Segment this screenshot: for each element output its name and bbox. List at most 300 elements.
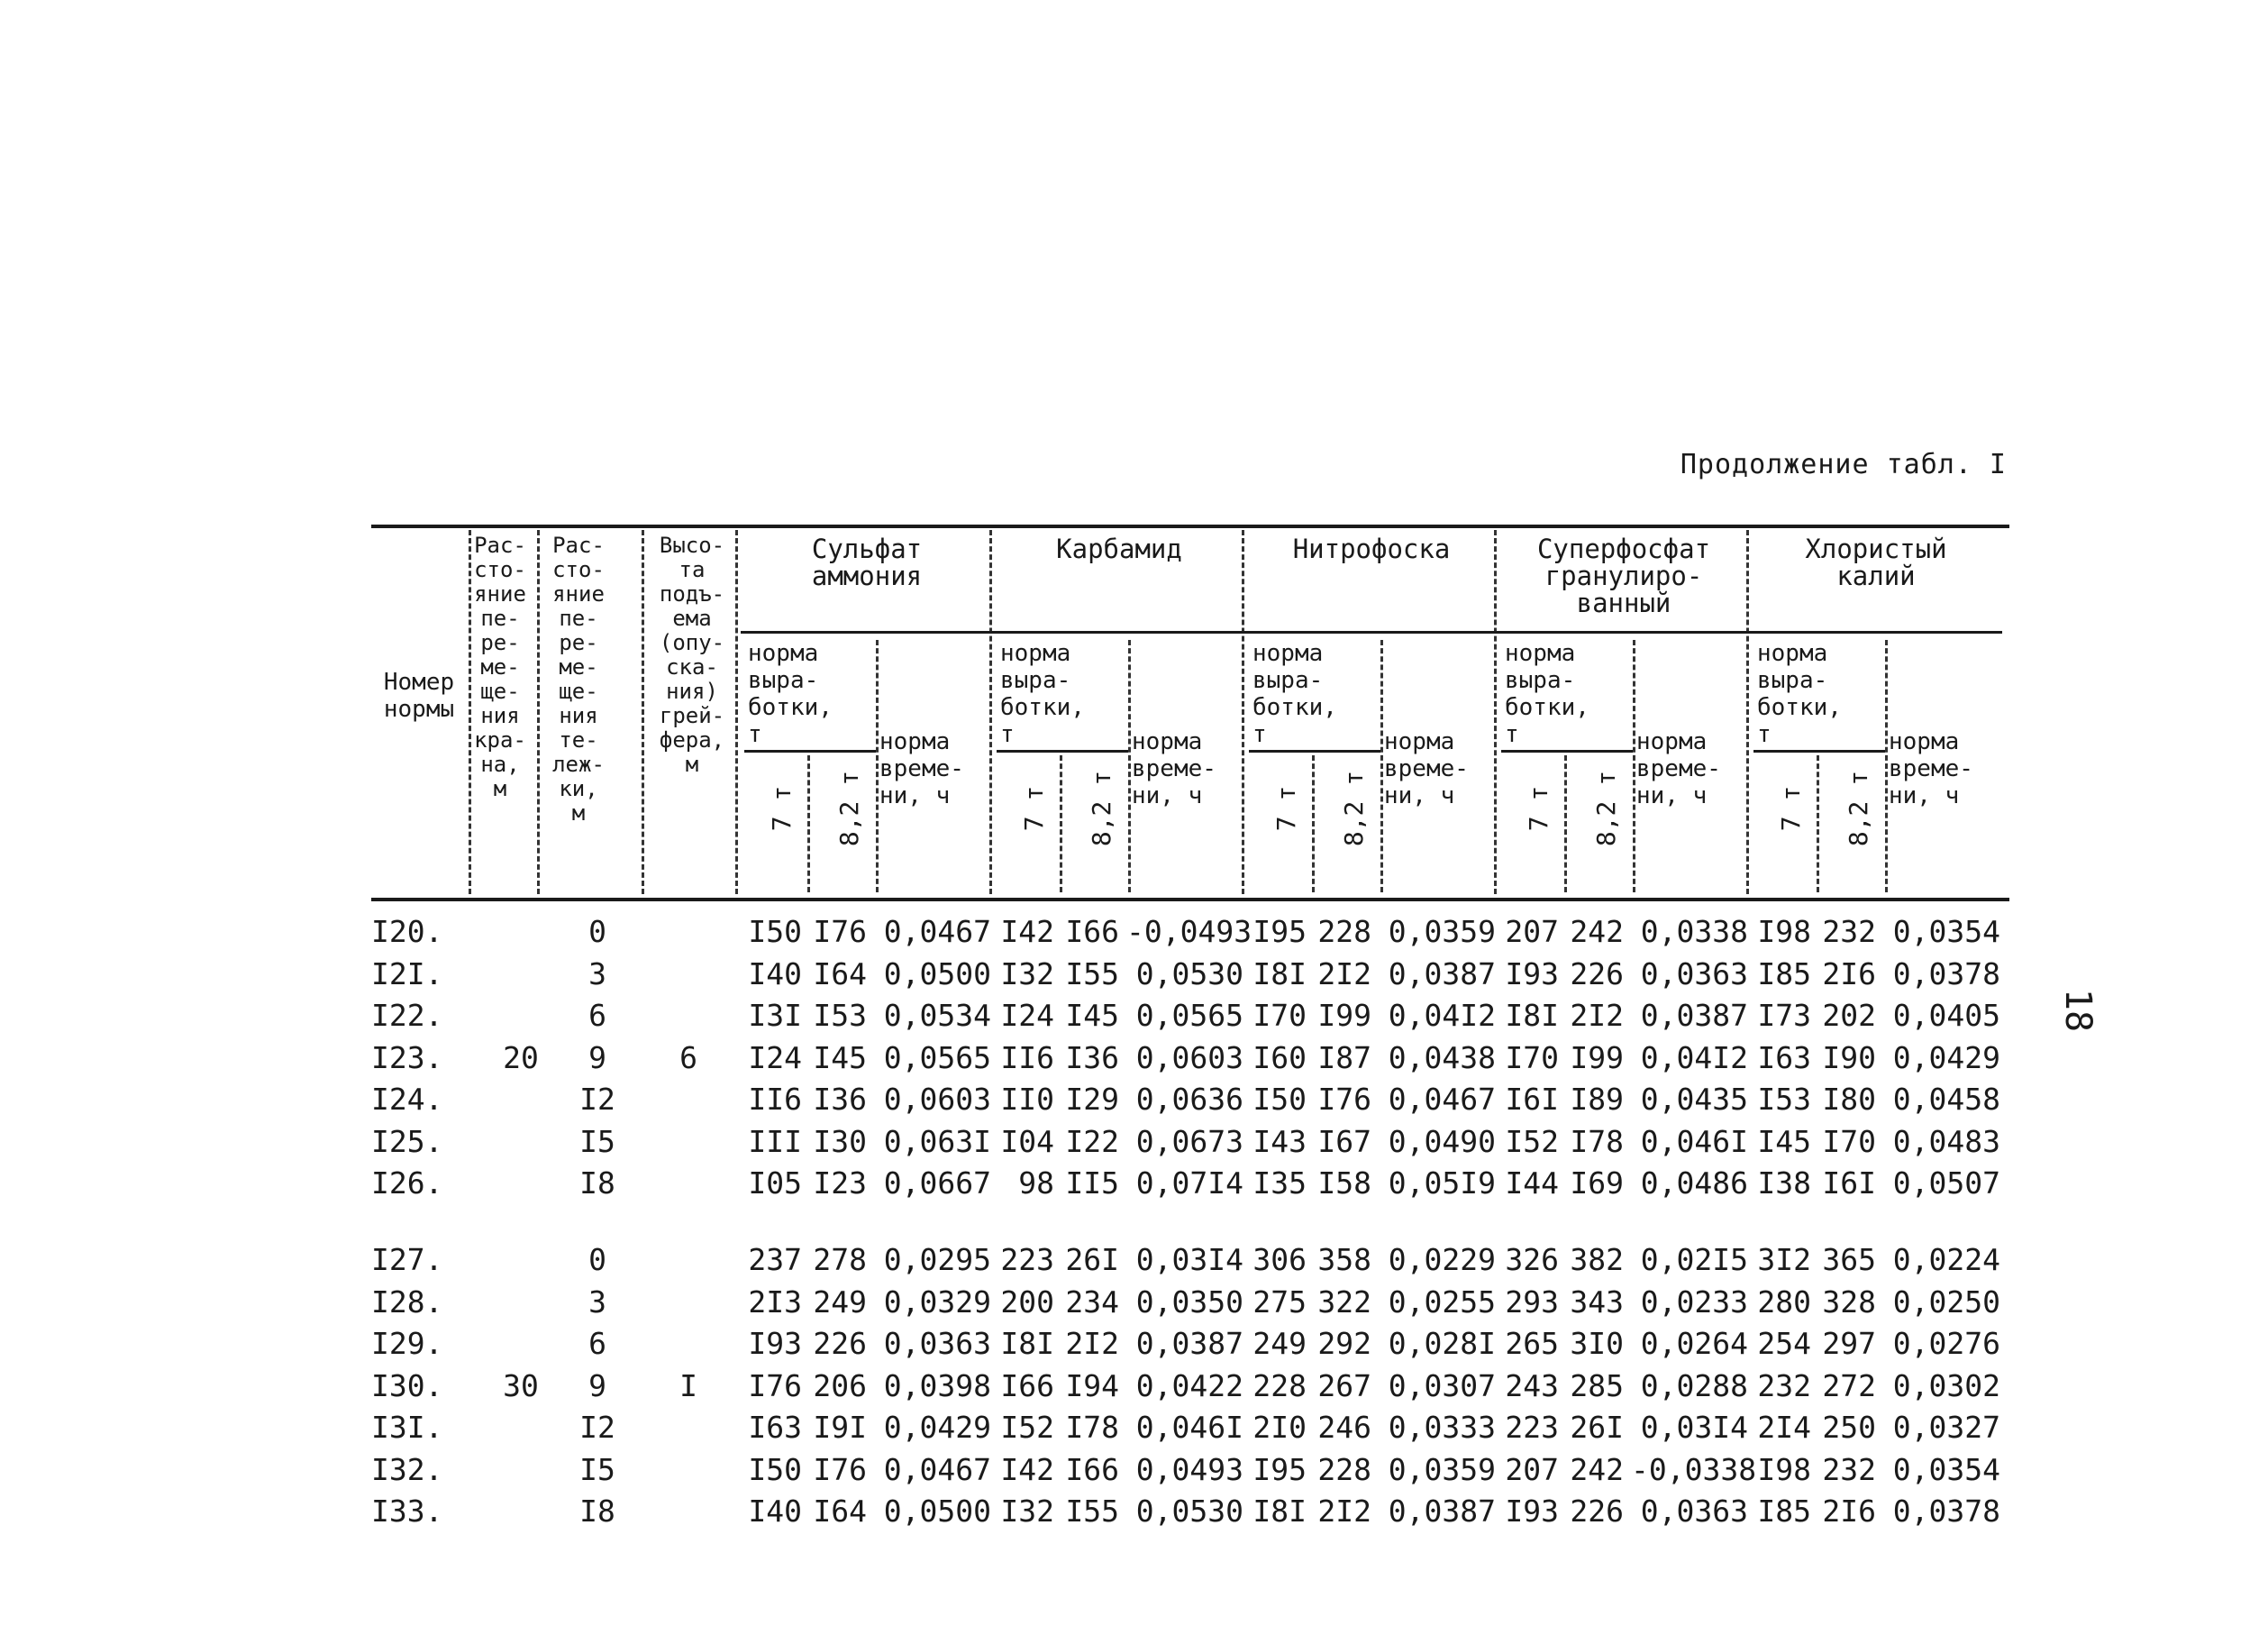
- norm-number: I30.: [371, 1367, 443, 1403]
- value-cell: 267: [1317, 1367, 1371, 1403]
- value-cell: I04: [1000, 1123, 1054, 1159]
- value-cell: 0,0233: [1640, 1283, 1748, 1320]
- value-cell: 0,0438: [1388, 1039, 1496, 1075]
- value-cell: 0,0530: [1135, 955, 1243, 991]
- value-cell: -0,0338: [1631, 1451, 1757, 1487]
- norm-number: I20.: [371, 914, 443, 949]
- trolley-distance: 9: [588, 1367, 606, 1403]
- value-cell: 365: [1822, 1242, 1876, 1277]
- trolley-distance: 6: [588, 1326, 606, 1361]
- header-distance-trolley: Рас- сто- яние пе- ре- ме- ще- ния те- леж- ки, м: [552, 533, 605, 826]
- value-cell: I43: [1252, 1123, 1307, 1159]
- value-cell: 232: [1822, 914, 1876, 949]
- value-cell: 0,0350: [1135, 1283, 1243, 1320]
- value-cell: 232: [1822, 1451, 1876, 1487]
- trolley-distance: I2: [579, 1082, 615, 1117]
- value-cell: 0,0302: [1892, 1367, 2000, 1403]
- subcolumn-separator: [1564, 755, 1567, 892]
- value-cell: I8I: [1252, 1493, 1307, 1529]
- value-cell: I22: [1065, 1123, 1119, 1159]
- value-cell: 207: [1505, 914, 1559, 949]
- value-cell: 322: [1317, 1283, 1371, 1320]
- group-underline: [993, 631, 1245, 634]
- value-cell: 0,0276: [1892, 1326, 2000, 1361]
- group-separator: [989, 530, 992, 894]
- value-cell: 292: [1317, 1326, 1371, 1361]
- subheader-output-norm: норма выра- ботки, т: [748, 640, 833, 748]
- subheader-time-norm: норма време- ни, ч: [1889, 728, 1973, 809]
- subheader-7t: 7 т: [1776, 785, 1806, 832]
- value-cell: 3I0: [1570, 1326, 1624, 1361]
- value-cell: I8I: [1505, 998, 1559, 1033]
- value-cell: 2I4: [1757, 1410, 1811, 1445]
- header-distance-crane: Рас- сто- яние пе- ре- ме- ще- ния кра- на, м: [474, 533, 526, 801]
- value-cell: I93: [748, 1326, 802, 1361]
- value-cell: 0,0500: [883, 1493, 991, 1529]
- value-cell: I45: [1757, 1123, 1811, 1159]
- header-lift-height: Высо- та подъ- ема (опу- ска- ния) грей- фера, м: [659, 533, 725, 777]
- norm-number: I3I.: [371, 1410, 443, 1445]
- value-cell: I66: [1065, 914, 1119, 949]
- value-cell: 293: [1505, 1283, 1559, 1320]
- value-cell: 0,046I: [1640, 1123, 1748, 1159]
- value-cell: 0,03I4: [1135, 1242, 1243, 1277]
- table-row: [371, 1124, 2009, 1165]
- value-cell: I35: [1252, 1165, 1307, 1201]
- norm-number: I23.: [371, 1039, 443, 1075]
- value-cell: 234: [1065, 1283, 1119, 1320]
- value-cell: 0,07I4: [1135, 1165, 1243, 1201]
- value-cell: 0,0493: [1135, 1451, 1243, 1487]
- value-cell: 2I2: [1065, 1326, 1119, 1361]
- value-cell: I29: [1065, 1082, 1119, 1117]
- value-cell: I3I: [748, 998, 802, 1033]
- value-cell: 272: [1822, 1367, 1876, 1403]
- value-cell: I44: [1505, 1165, 1559, 1201]
- value-cell: I66: [1065, 1451, 1119, 1487]
- trolley-distance: I5: [579, 1451, 615, 1487]
- value-cell: I24: [1000, 998, 1054, 1033]
- norm-number: I22.: [371, 998, 443, 1033]
- value-cell: 0,0486: [1640, 1165, 1748, 1201]
- norm-number: I29.: [371, 1326, 443, 1361]
- value-cell: 265: [1505, 1326, 1559, 1361]
- value-cell: I63: [1757, 1039, 1811, 1075]
- value-cell: I93: [1505, 1493, 1559, 1529]
- value-cell: I76: [1317, 1082, 1371, 1117]
- value-cell: I87: [1317, 1039, 1371, 1075]
- value-cell: I70: [1505, 1039, 1559, 1075]
- trolley-distance: I2: [579, 1410, 615, 1445]
- value-cell: 0,0354: [1892, 914, 2000, 949]
- value-cell: 0,0530: [1135, 1493, 1243, 1529]
- value-cell: -0,0493: [1126, 914, 1252, 949]
- value-cell: 0,0333: [1388, 1410, 1496, 1445]
- value-cell: 0,0354: [1892, 1451, 2000, 1487]
- value-cell: 0,0329: [883, 1283, 991, 1320]
- subheader-time-norm: норма време- ни, ч: [1384, 728, 1469, 809]
- block1-lift-height: 6: [679, 1040, 697, 1075]
- value-cell: I50: [748, 914, 802, 949]
- value-cell: 223: [1505, 1410, 1559, 1445]
- value-cell: III: [748, 1123, 802, 1159]
- value-cell: 0,0264: [1640, 1326, 1748, 1361]
- value-cell: 0,0467: [883, 914, 991, 949]
- subheader-8-2t: 8,2 т: [1844, 770, 1873, 847]
- subheader-output-norm: норма выра- ботки, т: [1505, 640, 1589, 748]
- subcolumn-separator: [1312, 755, 1315, 892]
- subcolumn-separator: [1380, 640, 1383, 892]
- value-cell: 206: [813, 1367, 867, 1403]
- value-cell: 223: [1000, 1242, 1054, 1277]
- value-cell: I85: [1757, 955, 1811, 991]
- block2-lift-height: I: [679, 1368, 697, 1403]
- output-underline: [997, 750, 1128, 753]
- group-underline: [1750, 631, 2002, 634]
- group-underline: [1245, 631, 1498, 634]
- value-cell: II0: [1000, 1082, 1054, 1117]
- value-cell: I32: [1000, 955, 1054, 991]
- value-cell: I76: [748, 1367, 802, 1403]
- value-cell: 0,0458: [1892, 1082, 2000, 1117]
- value-cell: II6: [1000, 1039, 1054, 1075]
- value-cell: 2I2: [1317, 1493, 1371, 1529]
- value-cell: 0,04I2: [1388, 998, 1496, 1033]
- value-cell: I99: [1570, 1039, 1624, 1075]
- norm-number: I28.: [371, 1283, 443, 1320]
- value-cell: 0,0307: [1388, 1367, 1496, 1403]
- value-cell: I58: [1317, 1165, 1371, 1201]
- norm-number: I32.: [371, 1451, 443, 1487]
- subcolumn-separator: [1633, 640, 1635, 892]
- value-cell: 0,0500: [883, 955, 991, 991]
- table-row: [371, 1040, 2009, 1082]
- value-cell: I78: [1570, 1123, 1624, 1159]
- value-cell: 0,04I2: [1640, 1039, 1748, 1075]
- subheader-time-norm: норма време- ни, ч: [1132, 728, 1216, 809]
- block2-crane-distance: 30: [503, 1368, 539, 1403]
- value-cell: I53: [1757, 1082, 1811, 1117]
- table-row: [371, 1284, 2009, 1326]
- value-cell: I40: [748, 955, 802, 991]
- subheader-8-2t: 8,2 т: [1591, 770, 1621, 847]
- subheader-output-norm: норма выра- ботки, т: [1252, 640, 1337, 748]
- trolley-distance: 3: [588, 955, 606, 991]
- trolley-distance: 0: [588, 914, 606, 949]
- column-separator: [735, 530, 738, 894]
- value-cell: 228: [1252, 1367, 1307, 1403]
- column-separator: [469, 530, 471, 894]
- value-cell: I60: [1252, 1039, 1307, 1075]
- subcolumn-separator: [1060, 755, 1062, 892]
- value-cell: 328: [1822, 1283, 1876, 1320]
- block1-crane-distance: 20: [503, 1040, 539, 1075]
- table-row: [371, 956, 2009, 998]
- page-number: 18: [2057, 988, 2099, 1033]
- norm-number: I33.: [371, 1493, 443, 1529]
- group-title-potassium: Хлористый калий: [1805, 534, 1947, 591]
- value-cell: 0,02I5: [1640, 1242, 1748, 1277]
- value-cell: 0,03I4: [1640, 1410, 1748, 1445]
- value-cell: I70: [1822, 1123, 1876, 1159]
- value-cell: I36: [813, 1082, 867, 1117]
- value-cell: I69: [1570, 1165, 1624, 1201]
- subcolumn-separator: [807, 755, 810, 892]
- group-title-urea: Карбамид: [1056, 534, 1182, 564]
- value-cell: I36: [1065, 1039, 1119, 1075]
- value-cell: 0,0295: [883, 1242, 991, 1277]
- value-cell: 280: [1757, 1283, 1811, 1320]
- value-cell: II5: [1065, 1165, 1119, 1201]
- value-cell: 0,0467: [1388, 1082, 1496, 1117]
- value-cell: 0,0673: [1135, 1123, 1243, 1159]
- value-cell: 2I3: [748, 1283, 802, 1320]
- subcolumn-separator: [1885, 640, 1888, 892]
- value-cell: 2I0: [1252, 1410, 1307, 1445]
- value-cell: 0,0429: [883, 1410, 991, 1445]
- value-cell: I70: [1252, 998, 1307, 1033]
- value-cell: 207: [1505, 1451, 1559, 1487]
- norms-table: [371, 525, 2009, 1552]
- value-cell: 242: [1570, 914, 1624, 949]
- group-separator: [1494, 530, 1497, 894]
- group-underline: [1498, 631, 1750, 634]
- value-cell: 0,0483: [1892, 1123, 2000, 1159]
- trolley-distance: I5: [579, 1123, 615, 1159]
- value-cell: 246: [1317, 1410, 1371, 1445]
- table-row: [371, 1242, 2009, 1283]
- value-cell: 228: [1317, 914, 1371, 949]
- norm-number: I27.: [371, 1242, 443, 1277]
- value-cell: I85: [1757, 1493, 1811, 1529]
- subheader-8-2t: 8,2 т: [1339, 770, 1369, 847]
- value-cell: 306: [1252, 1242, 1307, 1277]
- value-cell: 0,05I9: [1388, 1165, 1496, 1201]
- value-cell: 0,0378: [1892, 1493, 2000, 1529]
- value-cell: 249: [1252, 1326, 1307, 1361]
- column-separator: [642, 530, 644, 894]
- value-cell: 0,0224: [1892, 1242, 2000, 1277]
- trolley-distance: I8: [579, 1165, 615, 1201]
- group-underline: [741, 631, 993, 634]
- norm-number: I2I.: [371, 955, 443, 991]
- value-cell: I45: [1065, 998, 1119, 1033]
- value-cell: 285: [1570, 1367, 1624, 1403]
- subheader-output-norm: норма выра- ботки, т: [1000, 640, 1085, 748]
- value-cell: 2I2: [1317, 955, 1371, 991]
- value-cell: 0,0359: [1388, 914, 1496, 949]
- value-cell: 0,0288: [1640, 1367, 1748, 1403]
- table-row: [371, 998, 2009, 1039]
- value-cell: 0,0363: [1640, 955, 1748, 991]
- value-cell: 326: [1505, 1242, 1559, 1277]
- trolley-distance: 3: [588, 1283, 606, 1320]
- value-cell: I9I: [813, 1410, 867, 1445]
- output-underline: [744, 750, 876, 753]
- value-cell: 0,0667: [883, 1165, 991, 1201]
- value-cell: I40: [748, 1493, 802, 1529]
- value-cell: I93: [1505, 955, 1559, 991]
- subheader-7t: 7 т: [1524, 785, 1553, 832]
- group-title-sulfate: Сульфат аммония: [811, 534, 923, 591]
- value-cell: I23: [813, 1165, 867, 1201]
- value-cell: 0,0327: [1892, 1410, 2000, 1445]
- value-cell: 0,0565: [883, 1039, 991, 1075]
- value-cell: 250: [1822, 1410, 1876, 1445]
- table-row: [371, 914, 2009, 955]
- value-cell: 249: [813, 1283, 867, 1320]
- value-cell: 275: [1252, 1283, 1307, 1320]
- value-cell: 2I2: [1570, 998, 1624, 1033]
- subheader-7t: 7 т: [1271, 785, 1301, 832]
- subheader-time-norm: норма време- ни, ч: [1636, 728, 1721, 809]
- value-cell: 202: [1822, 998, 1876, 1033]
- value-cell: 26I: [1065, 1242, 1119, 1277]
- value-cell: 26I: [1570, 1410, 1624, 1445]
- value-cell: I64: [813, 955, 867, 991]
- table-row: [371, 1368, 2009, 1410]
- value-cell: 0,0229: [1388, 1242, 1496, 1277]
- table-top-rule: [371, 525, 2009, 528]
- value-cell: 0,0429: [1892, 1039, 2000, 1075]
- subheader-8-2t: 8,2 т: [834, 770, 864, 847]
- value-cell: 2I6: [1822, 1493, 1876, 1529]
- value-cell: 297: [1822, 1326, 1876, 1361]
- output-underline: [1501, 750, 1633, 753]
- value-cell: I8I: [1000, 1326, 1054, 1361]
- value-cell: I38: [1757, 1165, 1811, 1201]
- table-row: [371, 1165, 2009, 1207]
- value-cell: I95: [1252, 1451, 1307, 1487]
- value-cell: 0,0435: [1640, 1082, 1748, 1117]
- table-row: [371, 1452, 2009, 1493]
- value-cell: I76: [813, 1451, 867, 1487]
- value-cell: 237: [748, 1242, 802, 1277]
- value-cell: 0,0387: [1640, 998, 1748, 1033]
- value-cell: I80: [1822, 1082, 1876, 1117]
- group-title-superphosphate: Суперфосфат гранулиро- ванный: [1536, 534, 1711, 618]
- value-cell: 254: [1757, 1326, 1811, 1361]
- value-cell: I55: [1065, 1493, 1119, 1529]
- value-cell: 243: [1505, 1367, 1559, 1403]
- subheader-output-norm: норма выра- ботки, т: [1757, 640, 1842, 748]
- subheader-time-norm: норма време- ни, ч: [879, 728, 964, 809]
- value-cell: I50: [748, 1451, 802, 1487]
- table-row: [371, 1493, 2009, 1535]
- header-bottom-rule: [371, 898, 2009, 901]
- value-cell: 0,0405: [1892, 998, 2000, 1033]
- value-cell: 0,046I: [1135, 1410, 1243, 1445]
- norm-number: I24.: [371, 1082, 443, 1117]
- value-cell: I98: [1757, 914, 1811, 949]
- value-cell: 0,0338: [1640, 914, 1748, 949]
- subcolumn-separator: [876, 640, 879, 892]
- value-cell: 0,0359: [1388, 1451, 1496, 1487]
- value-cell: I76: [813, 914, 867, 949]
- value-cell: I73: [1757, 998, 1811, 1033]
- value-cell: 0,0507: [1892, 1165, 2000, 1201]
- subcolumn-separator: [1817, 755, 1819, 892]
- value-cell: 0,0467: [883, 1451, 991, 1487]
- value-cell: I24: [748, 1039, 802, 1075]
- value-cell: 3I2: [1757, 1242, 1811, 1277]
- value-cell: 0,0387: [1388, 1493, 1496, 1529]
- value-cell: 0,0534: [883, 998, 991, 1033]
- value-cell: 226: [1570, 1493, 1624, 1529]
- table-row: [371, 1410, 2009, 1451]
- value-cell: 0,0387: [1135, 1326, 1243, 1361]
- subheader-7t: 7 т: [767, 785, 797, 832]
- value-cell: 382: [1570, 1242, 1624, 1277]
- group-separator: [1746, 530, 1749, 894]
- value-cell: I67: [1317, 1123, 1371, 1159]
- value-cell: II6: [748, 1082, 802, 1117]
- header-norm-number: Номер нормы: [383, 669, 455, 723]
- table-row: [371, 1326, 2009, 1367]
- value-cell: 98: [1018, 1165, 1054, 1201]
- value-cell: I52: [1000, 1410, 1054, 1445]
- value-cell: 2I6: [1822, 955, 1876, 991]
- output-underline: [1249, 750, 1380, 753]
- value-cell: 0,0363: [883, 1326, 991, 1361]
- group-separator: [1242, 530, 1244, 894]
- value-cell: 0,0250: [1892, 1283, 2000, 1320]
- subheader-7t: 7 т: [1019, 785, 1049, 832]
- value-cell: 0,063I: [883, 1123, 991, 1159]
- value-cell: I53: [813, 998, 867, 1033]
- value-cell: 0,0398: [883, 1367, 991, 1403]
- value-cell: 343: [1570, 1283, 1624, 1320]
- value-cell: 228: [1317, 1451, 1371, 1487]
- value-cell: I63: [748, 1410, 802, 1445]
- value-cell: 232: [1757, 1367, 1811, 1403]
- value-cell: 242: [1570, 1451, 1624, 1487]
- value-cell: I42: [1000, 914, 1054, 949]
- value-cell: I90: [1822, 1039, 1876, 1075]
- value-cell: I99: [1317, 998, 1371, 1033]
- value-cell: I6I: [1822, 1165, 1876, 1201]
- value-cell: I42: [1000, 1451, 1054, 1487]
- value-cell: I30: [813, 1123, 867, 1159]
- trolley-distance: 0: [588, 1242, 606, 1277]
- value-cell: I78: [1065, 1410, 1119, 1445]
- value-cell: 0,0363: [1640, 1493, 1748, 1529]
- value-cell: I05: [748, 1165, 802, 1201]
- value-cell: 226: [813, 1326, 867, 1361]
- value-cell: I64: [813, 1493, 867, 1529]
- value-cell: 0,0422: [1135, 1367, 1243, 1403]
- value-cell: 0,0490: [1388, 1123, 1496, 1159]
- value-cell: 0,0387: [1388, 955, 1496, 991]
- value-cell: 200: [1000, 1283, 1054, 1320]
- group-title-nitrophoska: Нитрофоска: [1292, 534, 1451, 564]
- value-cell: 0,0603: [883, 1082, 991, 1117]
- value-cell: 0,028I: [1388, 1326, 1496, 1361]
- value-cell: 0,0255: [1388, 1283, 1496, 1320]
- value-cell: I66: [1000, 1367, 1054, 1403]
- value-cell: I45: [813, 1039, 867, 1075]
- subcolumn-separator: [1128, 640, 1131, 892]
- trolley-distance: I8: [579, 1493, 615, 1529]
- trolley-distance: 6: [588, 998, 606, 1033]
- value-cell: I52: [1505, 1123, 1559, 1159]
- value-cell: I8I: [1252, 955, 1307, 991]
- table-caption: Продолжение табл. I: [1680, 449, 2007, 480]
- subheader-8-2t: 8,2 т: [1087, 770, 1116, 847]
- value-cell: I50: [1252, 1082, 1307, 1117]
- norm-number: I26.: [371, 1165, 443, 1201]
- value-cell: I32: [1000, 1493, 1054, 1529]
